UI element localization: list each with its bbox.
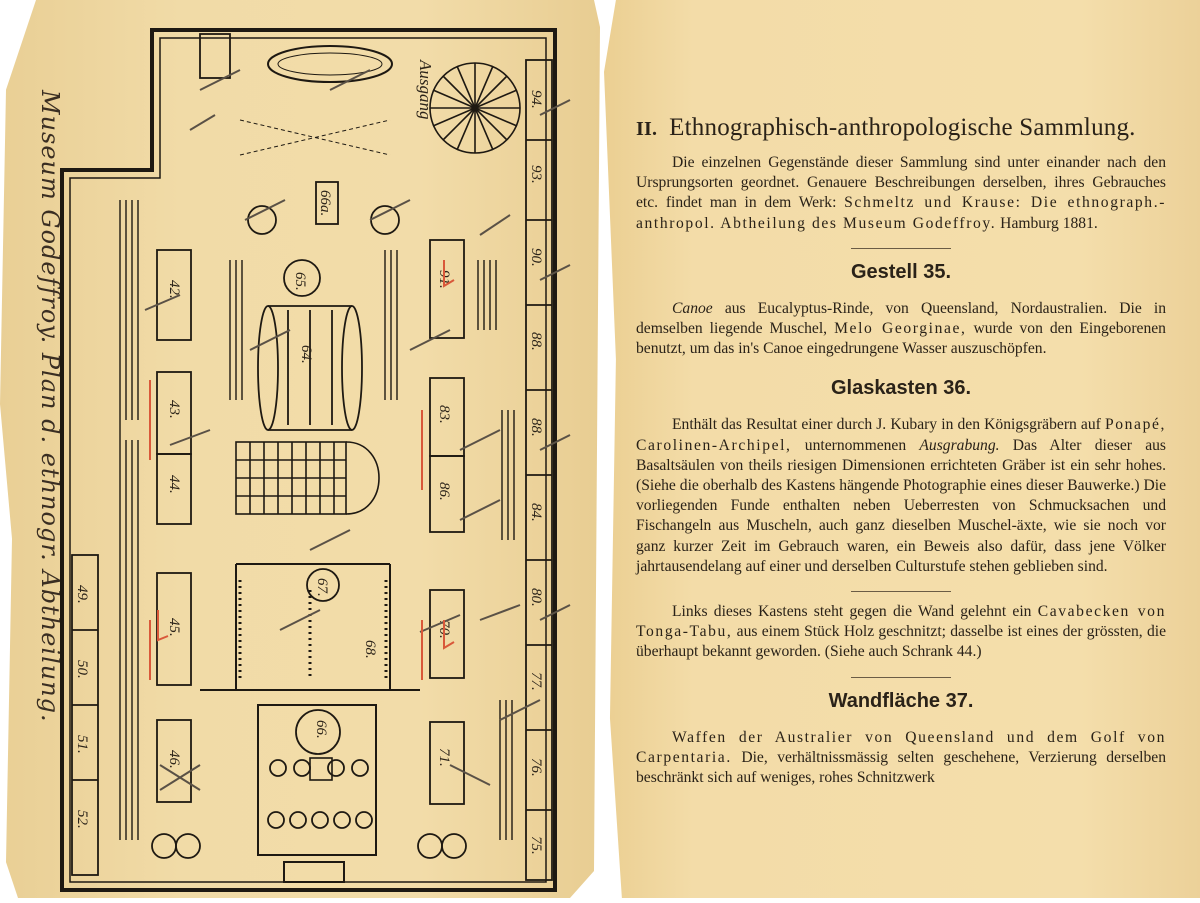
document-text [636, 112, 1166, 788]
gestell-paragraph: Canoe aus Eucalyptus-Rinde, von Queensland, Nordaustralien. Die in demselben liegende Muschel, Melo Georginae, wurde von den Eingeborenen benutzt, um das in's Canoe eingedrungene Wasser auszuschöpfen. [636, 299, 1166, 358]
svg-text:88.: 88. [528, 332, 544, 351]
floor-plan-drawing [40, 20, 600, 898]
floor-plan [40, 20, 600, 898]
divider [851, 248, 951, 249]
heading-gestell-35: Gestell 35. [850, 260, 952, 283]
glaskasten-paragraph: Enthält das Resultat einer durch J. Kubary in den Königsgräbern auf Ponapé, Carolinen-Archipel, unternommenen Ausgrabung. Das Alter dieser aus Basaltsäulen von theils riesigen Dimensionen errichteten Gräber ist ein sehr hohes. (Siehe die oberhalb des Kastens hängende Photographie eines dieser Bauwerke.) Die vorliegenden Funde enthalten neben Ueberresten von Schmucksachen und Fischangeln aus Muscheln, auch ganz dieselben Muschel-äxte, wie sie noch vor ganz kurzer Zeit im Gebrauch waren, ein Beweis also dafür, dass jene Völker jahrtausendelang auf einer und derselben Culturstufe stehen geblieben sind. [636, 416, 1166, 575]
circular-stands [152, 206, 466, 858]
pencil-strike-marks [145, 70, 570, 790]
svg-text:70.: 70. [436, 620, 452, 639]
canoe-shape [268, 46, 392, 82]
svg-text:83.: 83. [436, 405, 452, 424]
right-wall-numbers [528, 90, 544, 855]
svg-text:67.: 67. [314, 578, 330, 597]
svg-text:42.: 42. [166, 280, 182, 299]
case-labels [166, 190, 452, 769]
svg-text:50.: 50. [74, 660, 90, 679]
svg-text:93.: 93. [528, 165, 544, 184]
svg-text:64.: 64. [298, 345, 314, 364]
exit-label: Ausgang [416, 60, 435, 120]
left-wall-numbers [74, 585, 90, 829]
svg-text:80.: 80. [528, 588, 544, 607]
heading-wandflaeche-37: Wandfläche 37. [828, 689, 974, 712]
svg-text:94.: 94. [528, 90, 544, 109]
svg-text:46.: 46. [166, 750, 182, 769]
svg-text:91.: 91. [436, 270, 452, 289]
section-heading: Ethnographisch-anthropologische Sammlung. [669, 114, 1136, 141]
svg-text:65.: 65. [292, 272, 308, 291]
exit-wheel [430, 63, 520, 153]
glaskasten-grid [236, 442, 379, 514]
svg-text:75.: 75. [528, 836, 544, 855]
svg-text:52.: 52. [74, 810, 90, 829]
svg-text:44.: 44. [166, 475, 182, 494]
svg-text:66a.: 66a. [317, 190, 333, 217]
wandflaeche-paragraph: Waffen der Australier von Queensland und dem Golf von Carpentaria. Die, verhältnissmässig selten geschehene, Verzierung derselben beschränkt sich auf weniges, rohes Schnitzwerk [636, 728, 1167, 787]
section-title [636, 112, 1166, 145]
svg-text:84.: 84. [528, 503, 544, 522]
svg-text:66.: 66. [313, 720, 329, 739]
section-number: II. [636, 118, 658, 140]
svg-text:88.: 88. [528, 418, 544, 437]
svg-text:43.: 43. [166, 400, 182, 419]
svg-text:51.: 51. [74, 735, 90, 754]
handwritten-margin-note: Museum Godeffroy. Plan d. ethnogr. Abtheilung. [36, 90, 64, 723]
intro-paragraph: Die einzelnen Gegenstände dieser Sammlung sind unter einander nach den Ursprungsorten geordnet. Genauere Beschreibungen derselben, ihres Gebrauches etc. findet man in dem Werk: Schmeltz und Krause: Die ethnograph.-anthropol. Abtheilung des Museum Godeffroy. Hamburg 1881. [636, 154, 1166, 232]
cavabecken-paragraph: Links dieses Kastens steht gegen die Wand gelehnt ein Cavabecken von Tonga-Tabu, aus einem Stück Holz geschnitzt; dasselbe ist eines der grössten, die überhaupt bekannt geworden. (Siehe auch Schrank 44.) [636, 603, 1166, 661]
svg-text:77.: 77. [528, 672, 544, 691]
central-stand [258, 306, 362, 430]
svg-text:86.: 86. [436, 482, 452, 501]
svg-text:49.: 49. [74, 585, 90, 604]
heading-glaskasten-36: Glaskasten 36. [830, 377, 972, 400]
red-pencil-marks [150, 260, 454, 680]
svg-text:45.: 45. [166, 618, 182, 637]
svg-text:90.: 90. [528, 248, 544, 267]
svg-text:68.: 68. [362, 640, 378, 659]
svg-text:71.: 71. [436, 748, 452, 767]
divider [851, 677, 951, 678]
divider [851, 591, 951, 592]
svg-text:76.: 76. [528, 758, 544, 777]
